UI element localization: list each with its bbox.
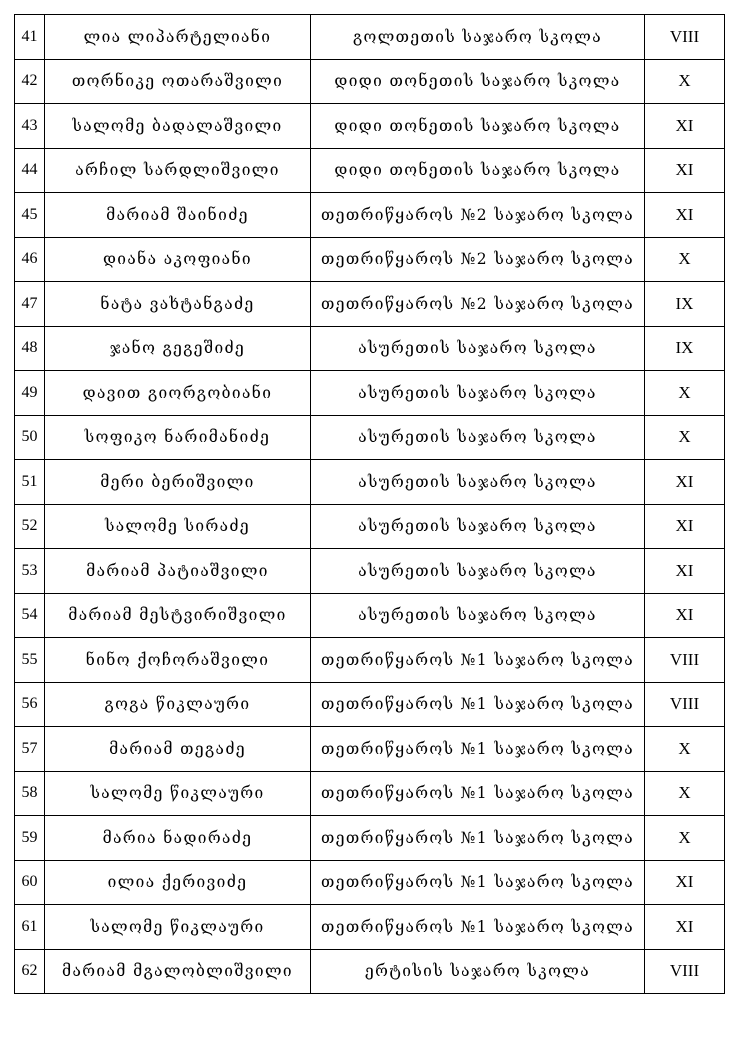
grade-cell: XI (645, 905, 725, 950)
grade-cell: XI (645, 460, 725, 505)
grade-cell: X (645, 59, 725, 104)
table-row (15, 282, 725, 327)
student-name-cell: მერი ბერიშვილი (45, 460, 311, 505)
table-row (15, 326, 725, 371)
student-name-cell: მარიამ პატიაშვილი (45, 549, 311, 594)
row-number-cell: 57 (15, 727, 45, 772)
row-number-cell: 43 (15, 104, 45, 149)
grade-cell: IX (645, 282, 725, 327)
student-name-cell: ლია ლიპარტელიანი (45, 15, 311, 60)
school-name-cell: თეთრიწყაროს №1 საჯარო სკოლა (311, 816, 645, 861)
student-name-cell: ილია ქერივიძე (45, 860, 311, 905)
student-name-cell: მარიამ თეგაძე (45, 727, 311, 772)
school-name-cell: დიდი თონეთის საჯარო სკოლა (311, 59, 645, 104)
student-name-cell: მარიამ შაინიძე (45, 193, 311, 238)
school-name-cell: ასურეთის საჯარო სკოლა (311, 549, 645, 594)
school-name-cell: თეთრიწყაროს №2 საჯარო სკოლა (311, 282, 645, 327)
student-name-cell: სოფიკო ნარიმანიძე (45, 415, 311, 460)
grade-cell: VIII (645, 638, 725, 683)
grade-cell: XI (645, 860, 725, 905)
table-row (15, 727, 725, 772)
row-number-cell: 62 (15, 949, 45, 994)
school-name-cell: ასურეთის საჯარო სკოლა (311, 371, 645, 416)
school-name-cell: ასურეთის საჯარო სკოლა (311, 460, 645, 505)
grade-cell: XI (645, 148, 725, 193)
school-name-cell: ასურეთის საჯარო სკოლა (311, 326, 645, 371)
school-name-cell: დიდი თონეთის საჯარო სკოლა (311, 104, 645, 149)
grade-cell: XI (645, 593, 725, 638)
school-name-cell: ერტისის საჯარო სკოლა (311, 949, 645, 994)
table-row (15, 371, 725, 416)
table-row (15, 59, 725, 104)
student-name-cell: სალომე წიკლაური (45, 905, 311, 950)
school-name-cell: თეთრიწყაროს №1 საჯარო სკოლა (311, 638, 645, 683)
school-name-cell: თეთრიწყაროს №1 საჯარო სკოლა (311, 860, 645, 905)
grade-cell: X (645, 237, 725, 282)
student-name-cell: თორნიკე ოთარაშვილი (45, 59, 311, 104)
table-row (15, 193, 725, 238)
row-number-cell: 47 (15, 282, 45, 327)
student-name-cell: ჯანო გეგეშიძე (45, 326, 311, 371)
grade-cell: XI (645, 193, 725, 238)
school-name-cell: ასურეთის საჯარო სკოლა (311, 504, 645, 549)
table-row (15, 593, 725, 638)
grade-cell: VIII (645, 682, 725, 727)
student-name-cell: სალომე წიკლაური (45, 771, 311, 816)
grade-cell: X (645, 771, 725, 816)
grade-cell: XI (645, 104, 725, 149)
table-row (15, 771, 725, 816)
table-row (15, 860, 725, 905)
student-name-cell: დიანა აკოფიანი (45, 237, 311, 282)
student-name-cell: ნატა ვახტანგაძე (45, 282, 311, 327)
row-number-cell: 53 (15, 549, 45, 594)
student-name-cell: მარიამ მგალობლიშვილი (45, 949, 311, 994)
student-name-cell: ნინო ქოჩორაშვილი (45, 638, 311, 683)
table-row (15, 905, 725, 950)
row-number-cell: 51 (15, 460, 45, 505)
grade-cell: X (645, 371, 725, 416)
table-row (15, 638, 725, 683)
row-number-cell: 58 (15, 771, 45, 816)
student-name-cell: დავით გიორგობიანი (45, 371, 311, 416)
row-number-cell: 49 (15, 371, 45, 416)
table-row (15, 237, 725, 282)
grade-cell: X (645, 816, 725, 861)
row-number-cell: 56 (15, 682, 45, 727)
table-row (15, 148, 725, 193)
school-name-cell: გოლთეთის საჯარო სკოლა (311, 15, 645, 60)
row-number-cell: 48 (15, 326, 45, 371)
row-number-cell: 45 (15, 193, 45, 238)
school-name-cell: თეთრიწყაროს №1 საჯარო სკოლა (311, 771, 645, 816)
row-number-cell: 61 (15, 905, 45, 950)
table-row (15, 549, 725, 594)
grade-cell: IX (645, 326, 725, 371)
grade-cell: XI (645, 504, 725, 549)
row-number-cell: 42 (15, 59, 45, 104)
table-row (15, 504, 725, 549)
table-row (15, 460, 725, 505)
student-name-cell: მარიამ მესტვირიშვილი (45, 593, 311, 638)
school-name-cell: თეთრიწყაროს №1 საჯარო სკოლა (311, 905, 645, 950)
school-name-cell: თეთრიწყაროს №1 საჯარო სკოლა (311, 682, 645, 727)
row-number-cell: 41 (15, 15, 45, 60)
table-row (15, 15, 725, 60)
student-table-body (15, 15, 725, 994)
row-number-cell: 52 (15, 504, 45, 549)
row-number-cell: 54 (15, 593, 45, 638)
row-number-cell: 60 (15, 860, 45, 905)
student-name-cell: არჩილ სარდლიშვილი (45, 148, 311, 193)
school-name-cell: თეთრიწყაროს №2 საჯარო სკოლა (311, 237, 645, 282)
student-table (14, 14, 725, 994)
row-number-cell: 55 (15, 638, 45, 683)
school-name-cell: თეთრიწყაროს №1 საჯარო სკოლა (311, 727, 645, 772)
grade-cell: VIII (645, 949, 725, 994)
row-number-cell: 59 (15, 816, 45, 861)
table-row (15, 682, 725, 727)
table-row (15, 816, 725, 861)
school-name-cell: ასურეთის საჯარო სკოლა (311, 593, 645, 638)
grade-cell: XI (645, 549, 725, 594)
student-name-cell: სალომე ბადალაშვილი (45, 104, 311, 149)
row-number-cell: 50 (15, 415, 45, 460)
student-name-cell: სალომე სირაძე (45, 504, 311, 549)
grade-cell: VIII (645, 15, 725, 60)
student-name-cell: მარია ნადირაძე (45, 816, 311, 861)
school-name-cell: დიდი თონეთის საჯარო სკოლა (311, 148, 645, 193)
grade-cell: X (645, 415, 725, 460)
table-row (15, 949, 725, 994)
student-name-cell: გოგა წიკლაური (45, 682, 311, 727)
table-row (15, 415, 725, 460)
school-name-cell: თეთრიწყაროს №2 საჯარო სკოლა (311, 193, 645, 238)
table-row (15, 104, 725, 149)
grade-cell: X (645, 727, 725, 772)
row-number-cell: 44 (15, 148, 45, 193)
school-name-cell: ასურეთის საჯარო სკოლა (311, 415, 645, 460)
row-number-cell: 46 (15, 237, 45, 282)
